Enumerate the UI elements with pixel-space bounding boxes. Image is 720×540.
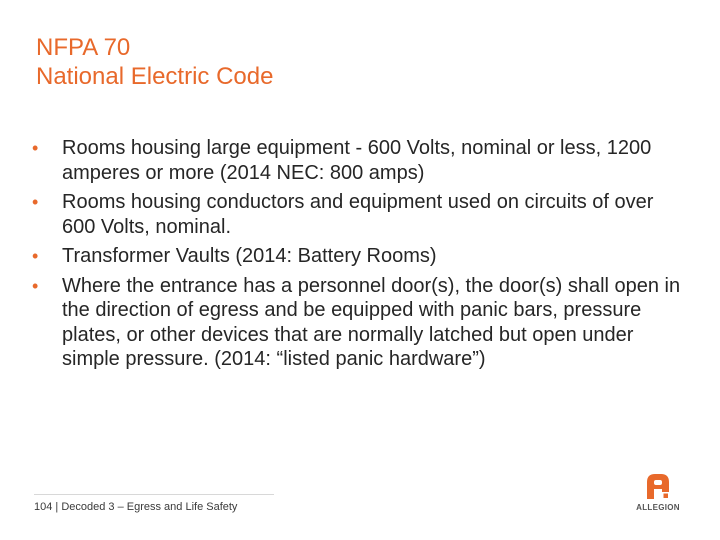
bullet-text: Transformer Vaults (2014: Battery Rooms) bbox=[62, 245, 437, 267]
bullet-text: Where the entrance has a personnel door(s), the door(s) shall open in the direction of egress and be equipped with panic bars, pressure plates, or other devices that are normally latched but open under simple pressure. (2014: “listed panic hardware”) bbox=[62, 274, 681, 370]
bullet-item bbox=[32, 190, 682, 239]
bullet-item bbox=[32, 244, 682, 269]
bullet-text: Rooms housing large equipment - 600 Volts, nominal or less, 1200 amperes or more (2014 NEC: 800 amps) bbox=[62, 137, 652, 184]
logo-text: ALLEGION bbox=[636, 503, 680, 512]
footer-divider bbox=[34, 494, 274, 495]
title-line-2: National Electric Code bbox=[36, 63, 274, 90]
bullet-item bbox=[32, 136, 682, 185]
bullet-list bbox=[32, 136, 682, 377]
bullet-dot-icon: • bbox=[32, 192, 39, 212]
title-line-1: NFPA 70 bbox=[36, 34, 131, 61]
slide-title bbox=[36, 33, 676, 91]
bullet-dot-icon: • bbox=[32, 138, 39, 158]
bullet-item bbox=[32, 274, 682, 372]
bullet-text: Rooms housing conductors and equipment used on circuits of over 600 Volts, nominal. bbox=[62, 191, 654, 238]
bullet-dot-icon: • bbox=[32, 275, 39, 296]
allegion-logo-icon bbox=[644, 472, 672, 500]
footer-text: 104 | Decoded 3 – Egress and Life Safety bbox=[34, 501, 238, 513]
bullet-dot-icon: • bbox=[32, 246, 39, 266]
allegion-logo bbox=[628, 472, 688, 516]
